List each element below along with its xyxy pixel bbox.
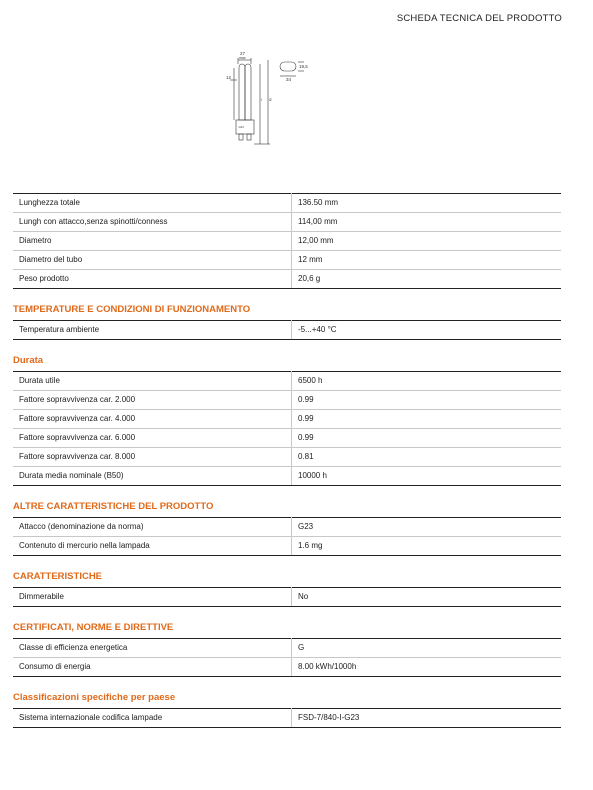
table-row [13, 270, 561, 289]
spec-label: Attacco (denominazione da norma) [13, 518, 292, 537]
spec-label: Temperatura ambiente [13, 321, 292, 340]
spec-section [13, 303, 561, 340]
spec-label: Consumo di energia [13, 658, 292, 677]
spec-value: 10000 h [292, 467, 562, 486]
spec-section [13, 570, 561, 607]
table-row [13, 588, 561, 607]
spec-section [13, 621, 561, 677]
spec-value: 0.81 [292, 448, 562, 467]
table-row [13, 448, 561, 467]
table-row [13, 372, 561, 391]
spec-value: 6500 h [292, 372, 562, 391]
dim-tube-label: 12 [226, 75, 232, 80]
spec-value: FSD-7/840-I-G23 [292, 709, 562, 728]
spec-label: Dimmerabile [13, 588, 292, 607]
spec-value: 136.50 mm [292, 194, 562, 213]
spec-label: Durata utile [13, 372, 292, 391]
section-title: CARATTERISTICHE [13, 571, 103, 582]
dim-length-1-label: l [261, 98, 262, 102]
spec-label: Peso prodotto [13, 270, 292, 289]
table-row [13, 658, 561, 677]
spec-value: 20,6 g [292, 270, 562, 289]
spec-table [13, 371, 561, 486]
table-row [13, 321, 561, 340]
spec-value: 12,00 mm [292, 232, 562, 251]
table-row [13, 429, 561, 448]
spec-section [13, 193, 561, 289]
spec-label: Durata media nominale (B50) [13, 467, 292, 486]
table-row [13, 537, 561, 556]
spec-table [13, 708, 561, 728]
table-row [13, 232, 561, 251]
spec-table [13, 587, 561, 607]
table-row [13, 467, 561, 486]
dim-side-width-label: 34 [286, 77, 292, 82]
spec-label: Fattore sopravvivenza car. 6.000 [13, 429, 292, 448]
spec-value: 12 mm [292, 251, 562, 270]
spec-value: G [292, 639, 562, 658]
section-title: Durata [13, 355, 44, 366]
table-row [13, 194, 561, 213]
spec-section [13, 691, 561, 728]
section-title: ALTRE CARATTERISTICHE DEL PRODOTTO [13, 501, 214, 512]
spec-label: Diametro del tubo [13, 251, 292, 270]
spec-label: Diametro [13, 232, 292, 251]
spec-label: Fattore sopravvivenza car. 4.000 [13, 410, 292, 429]
spec-label: Contenuto di mercurio nella lampada [13, 537, 292, 556]
spec-value: 0.99 [292, 410, 562, 429]
spec-value: 8.00 kWh/1000h [292, 658, 562, 677]
spec-value: 0.99 [292, 391, 562, 410]
spec-label: Classe di efficienza energetica [13, 639, 292, 658]
dim-side-height-label: 19,5 [299, 64, 308, 69]
section-title: Classificazioni specifiche per paese [13, 692, 176, 703]
spec-table [13, 320, 561, 340]
table-row [13, 518, 561, 537]
dim-width-label: 27 [240, 51, 246, 56]
table-row [13, 410, 561, 429]
table-row [13, 251, 561, 270]
section-title: CERTIFICATI, NORME E DIRETTIVE [13, 622, 174, 633]
spec-label: Sistema internazionale codifica lampade [13, 709, 292, 728]
page-title: SCHEDA TECNICA DEL PRODOTTO [396, 13, 562, 24]
spec-value: 1.6 mg [292, 537, 562, 556]
lamp-dimension-drawing [220, 46, 320, 156]
spec-value: 0.99 [292, 429, 562, 448]
spec-table [13, 638, 561, 677]
spec-value: No [292, 588, 562, 607]
table-row [13, 639, 561, 658]
spec-value: G23 [292, 518, 562, 537]
spec-content [13, 193, 561, 728]
spec-value: 114,00 mm [292, 213, 562, 232]
spec-value: -5...+40 °C [292, 321, 562, 340]
spec-label: Lunghezza totale [13, 194, 292, 213]
base-label: G23 [238, 125, 244, 129]
table-row [13, 213, 561, 232]
spec-label: Lungh con attacco,senza spinotti/conness [13, 213, 292, 232]
spec-table [13, 193, 561, 289]
spec-table [13, 517, 561, 556]
table-row [13, 709, 561, 728]
spec-label: Fattore sopravvivenza car. 8.000 [13, 448, 292, 467]
dim-length-2-label: l2 [269, 98, 272, 102]
section-title: TEMPERATURE E CONDIZIONI DI FUNZIONAMENTO [13, 304, 251, 315]
spec-label: Fattore sopravvivenza car. 2.000 [13, 391, 292, 410]
spec-section [13, 500, 561, 556]
dim-width-sub-label: max [239, 56, 246, 60]
spec-section [13, 354, 561, 486]
table-row [13, 391, 561, 410]
